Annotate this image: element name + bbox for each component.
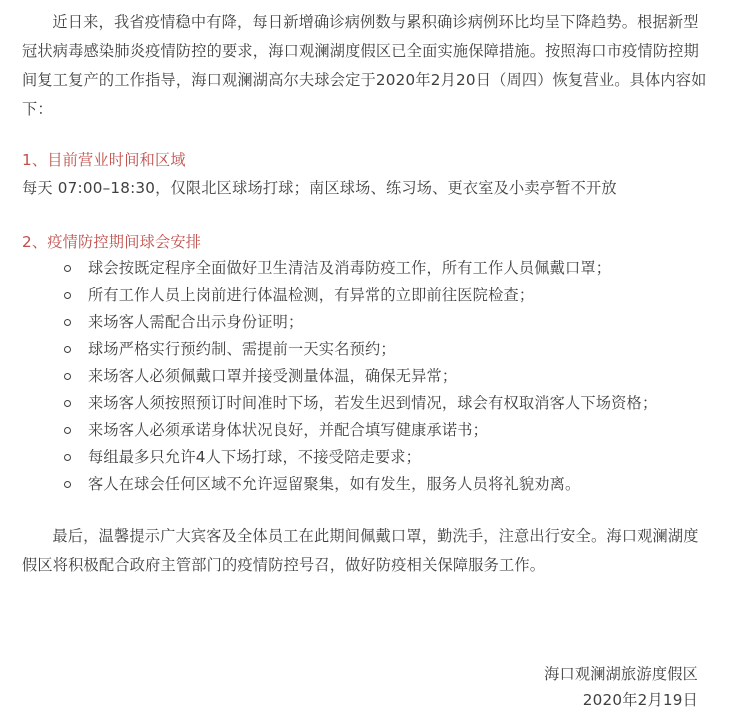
list-item [0,255,657,282]
bullet-circle-icon [64,319,71,326]
bullet-circle-icon [64,400,71,407]
list-item [0,471,657,498]
bullet-circle-icon [64,292,71,299]
list-item [0,336,657,363]
list-item [0,390,657,417]
list-item-text: 客人在球会任何区域不允许逗留聚集，如有发生，服务人员将礼貌劝离。 [88,475,581,493]
signature-date: 2020年2月19日 [582,691,698,709]
bullet-circle-icon [64,427,71,434]
list-item-text: 来场客人必须佩戴口罩并接受测量体温，确保无异常； [88,367,458,385]
closing-paragraph: 最后，温馨提示广大宾客及全体员工在此期间佩戴口罩，勤洗手，注意出行安全。海口观澜湖度假区将积极配合政府主管部门的疫情防控号召，做好防疫相关保障服务工作。 [22,527,699,574]
list-item-text: 球会按既定程序全面做好卫生清洁及消毒防疫工作，所有工作人员佩戴口罩； [88,259,612,277]
list-item [0,309,657,336]
list-item [0,282,657,309]
section-2-heading: 2、疫情防控期间球会安排 [22,233,202,251]
list-item-text: 所有工作人员上岗前进行体温检测，有异常的立即前往医院检查； [88,286,535,304]
bullet-circle-icon [64,373,71,380]
bullet-circle-icon [64,265,71,272]
bullet-circle-icon [64,454,71,461]
list-item [0,417,657,444]
list-item-text: 每组最多只允许4人下场打球，不接受陪走要求； [88,448,422,466]
signature-organization: 海口观澜湖旅游度假区 [544,665,698,683]
section-1-heading: 1、目前营业时间和区域 [22,151,186,169]
list-item [0,363,657,390]
list-item-text: 来场客人需配合出示身份证明； [88,313,304,331]
intro-paragraph: 近日来，我省疫情稳中有降，每日新增确诊病例数与累积确诊病例环比均呈下降趋势。根据新型冠状病毒感染肺炎疫情防控的要求，海口观澜湖度假区已全面实施保障措施。按照海口市疫情防控期间复工复产的工作指导，海口观澜湖高尔夫球会定于2020年2月20日（周四）恢复营业。具体内容如下： [22,13,707,118]
list-item [0,444,657,471]
bullet-circle-icon [64,481,71,488]
list-item-text: 来场客人必须承诺身体状况良好，并配合填写健康承诺书； [88,421,489,439]
bullet-circle-icon [64,346,71,353]
section-1-body: 每天 07:00–18:30，仅限北区球场打球；南区球场、练习场、更衣室及小卖亭暂不开放 [22,179,617,197]
arrangement-list [0,255,657,498]
list-item-text: 球场严格实行预约制、需提前一天实名预约； [88,340,396,358]
list-item-text: 来场客人须按照预订时间准时下场，若发生迟到情况，球会有权取消客人下场资格； [88,394,658,412]
